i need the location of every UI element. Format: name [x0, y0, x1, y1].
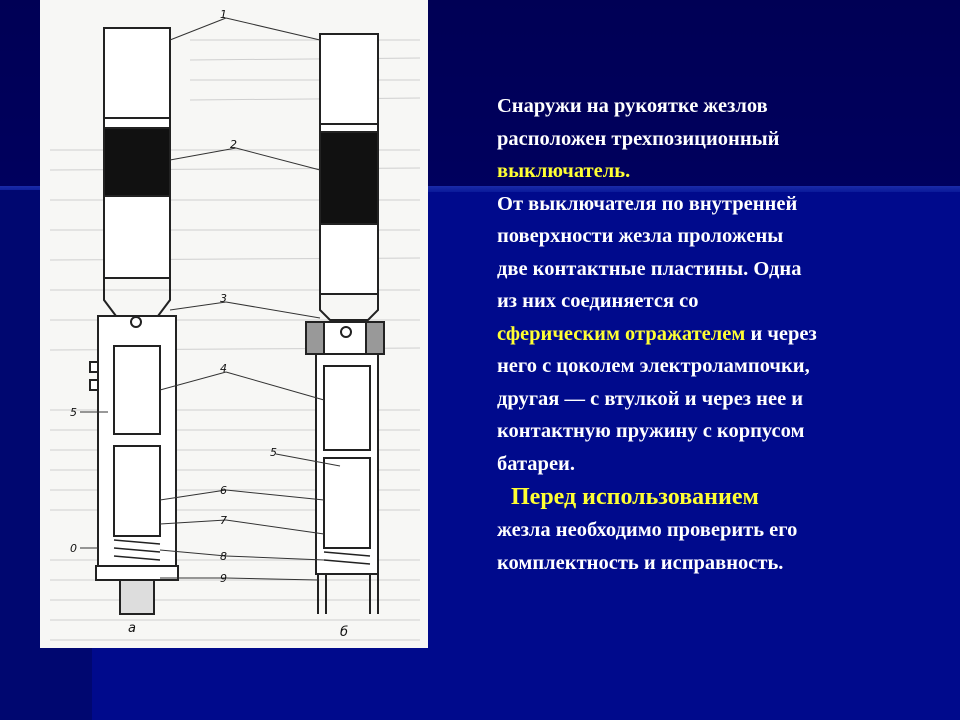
- section-heading: Перед использованием: [511, 484, 759, 510]
- text-line: него с цоколем электролампочки,: [497, 355, 810, 377]
- text-line: две контактные пластины. Одна: [497, 257, 802, 280]
- callout-5-right: 5: [270, 446, 277, 459]
- callout-0: 0: [70, 542, 77, 555]
- slide-text: [497, 90, 937, 579]
- text-line: из них соединяется со: [497, 290, 699, 312]
- callout-1: 1: [220, 8, 227, 21]
- callout-2: 2: [230, 138, 237, 151]
- text-fragment: и через: [745, 322, 817, 345]
- callout-8: 8: [220, 550, 227, 563]
- text-line: жезла необходимо проверить его: [497, 519, 798, 541]
- caption-left: а: [128, 621, 136, 636]
- wand-diagram-figure: [40, 0, 428, 648]
- text-line: Снаружи на рукоятке жезлов: [497, 95, 768, 117]
- text-line: расположен трехпозиционный: [497, 127, 780, 150]
- wand-left: [90, 28, 178, 614]
- text-line: другая — с втулкой и через нее и: [497, 387, 804, 410]
- wand-diagram: [40, 0, 428, 648]
- callout-5-left: 5: [70, 406, 77, 419]
- wand-right: [306, 34, 384, 614]
- callout-7: 7: [220, 514, 227, 527]
- text-highlight: сферическим отражателем: [497, 322, 746, 345]
- text-line: комплектность и исправность.: [497, 551, 784, 574]
- callout-6: 6: [220, 484, 227, 497]
- text-line: батареи.: [497, 452, 575, 475]
- text-line: контактную пружину с корпусом: [497, 420, 805, 442]
- caption-right: б: [340, 625, 349, 640]
- callout-9: 9: [220, 572, 227, 585]
- text-line: поверхности жезла проложены: [497, 225, 784, 247]
- text-line-mixed: [497, 318, 937, 351]
- callout-3: 3: [220, 292, 227, 305]
- text-line: От выключателя по внутренней: [497, 192, 798, 215]
- text-highlight: выключатель.: [497, 160, 631, 182]
- callout-4: 4: [220, 362, 227, 375]
